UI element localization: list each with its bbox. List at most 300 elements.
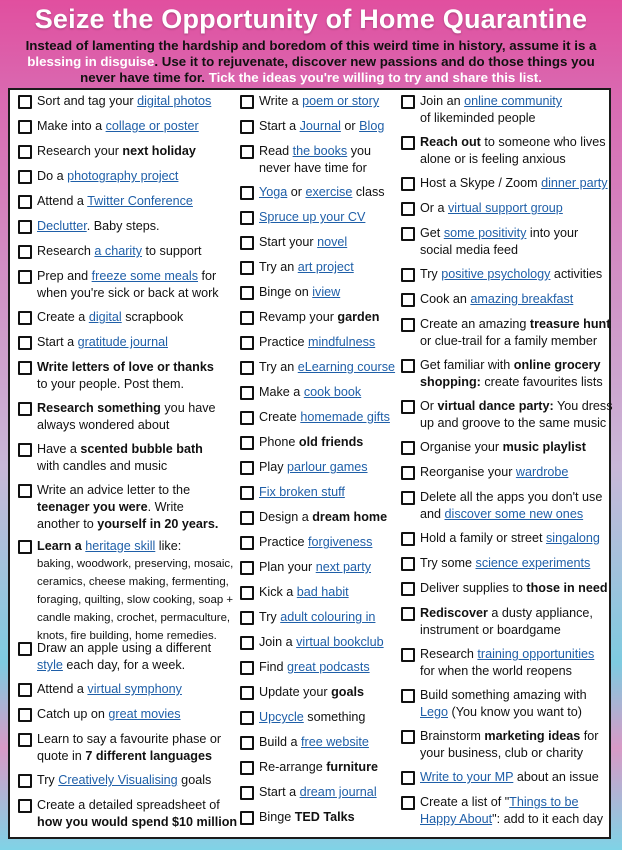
idea-text [37, 243, 202, 260]
idea-link[interactable]: science experiments [475, 556, 591, 570]
idea-link[interactable]: collage or poster [105, 119, 199, 133]
idea-line [259, 709, 365, 726]
idea-link[interactable]: Fix broken stuff [259, 485, 345, 499]
idea-link[interactable]: forgiveness [308, 535, 373, 549]
idea-line [259, 684, 364, 701]
checkbox[interactable] [18, 642, 32, 656]
checkbox[interactable] [240, 120, 254, 134]
checkbox[interactable] [401, 202, 415, 216]
checkbox[interactable] [18, 683, 32, 697]
idea-item [18, 400, 216, 434]
checkbox[interactable] [18, 361, 32, 375]
idea-link[interactable]: Twitter Conference [87, 194, 193, 208]
idea-text [37, 772, 211, 789]
idea-text-segment: Research something [37, 401, 161, 415]
idea-link[interactable]: wardrobe [515, 465, 569, 479]
idea-text-segment: each day, for a week. [62, 658, 186, 672]
checkbox[interactable] [18, 336, 32, 350]
idea-line [259, 609, 375, 626]
checkbox[interactable] [240, 211, 254, 225]
idea-item [401, 646, 594, 680]
idea-text-segment: ceramics, cheese making, fermenting, [37, 576, 229, 588]
idea-text-segment: with candles and music [37, 459, 168, 473]
idea-line [420, 464, 568, 481]
idea-link[interactable]: Declutter [37, 219, 87, 233]
idea-line [37, 118, 199, 135]
idea-text-segment: Practice [259, 535, 308, 549]
checkbox[interactable] [18, 270, 32, 284]
idea-line [37, 681, 182, 698]
checkbox[interactable] [18, 145, 32, 159]
checkbox[interactable] [401, 136, 415, 150]
checkbox[interactable] [240, 361, 254, 375]
idea-text [37, 681, 182, 698]
checkbox[interactable] [240, 236, 254, 250]
idea-link[interactable]: Yoga [259, 185, 288, 199]
checkbox[interactable] [240, 661, 254, 675]
idea-line [37, 499, 218, 516]
checkbox[interactable] [240, 786, 254, 800]
checkbox[interactable] [18, 195, 32, 209]
checkbox[interactable] [240, 461, 254, 475]
checkbox[interactable] [401, 318, 415, 332]
idea-line [259, 484, 345, 501]
idea-text-segment: Try an [259, 360, 298, 374]
checkbox[interactable] [18, 708, 32, 722]
idea-link[interactable]: Creatively Visualising [58, 773, 178, 787]
idea-line [259, 184, 385, 201]
idea-text [259, 209, 365, 226]
idea-link[interactable]: exercise [305, 185, 353, 199]
idea-text-segment: Phone [259, 435, 299, 449]
idea-text [420, 530, 600, 547]
idea-text-segment: Create a [37, 310, 89, 324]
idea-text [37, 731, 221, 765]
idea-link[interactable]: iview [312, 285, 341, 299]
idea-link[interactable]: Blog [359, 119, 385, 133]
idea-text-segment: Research [37, 244, 95, 258]
idea-item [240, 309, 379, 326]
idea-text [420, 439, 586, 456]
idea-line [420, 151, 606, 168]
idea-text [37, 538, 233, 645]
idea-text [420, 291, 573, 308]
idea-text-segment: . Write [147, 500, 184, 514]
idea-line [37, 218, 160, 235]
idea-text-segment: Attend a [37, 194, 88, 208]
idea-link[interactable]: Journal [299, 119, 341, 133]
idea-line [259, 434, 363, 451]
idea-item [401, 266, 602, 283]
idea-link[interactable]: heritage skill [85, 539, 156, 553]
idea-link[interactable]: great podcasts [287, 660, 370, 674]
idea-text [420, 794, 603, 828]
idea-item [401, 464, 568, 481]
idea-text-segment: Deliver supplies to [420, 581, 527, 595]
checkbox[interactable] [401, 689, 415, 703]
checkbox[interactable] [18, 799, 32, 813]
idea-item [240, 484, 345, 501]
idea-text-segment: candle making, crochet, permaculture, [37, 612, 231, 624]
idea-line [37, 168, 178, 185]
idea-item [18, 640, 211, 674]
idea-link[interactable]: style [37, 658, 63, 672]
idea-text [37, 168, 178, 185]
idea-link[interactable]: singalong [545, 531, 600, 545]
checkbox[interactable] [240, 386, 254, 400]
idea-line [420, 242, 578, 259]
idea-text-segment: goals [331, 685, 365, 699]
idea-text-segment: next holiday [122, 144, 196, 158]
idea-line [259, 259, 354, 276]
idea-text-segment: how you would spend $10 million [37, 815, 238, 829]
checkbox[interactable] [240, 436, 254, 450]
idea-item [18, 243, 202, 260]
checkbox[interactable] [401, 466, 415, 480]
idea-item [401, 580, 608, 597]
idea-text-segment: music playlist [502, 440, 586, 454]
idea-text-segment: scrapbook [121, 310, 184, 324]
checkbox[interactable] [18, 443, 32, 457]
idea-item [401, 357, 603, 391]
idea-text [37, 400, 216, 434]
idea-text [37, 640, 211, 674]
idea-link[interactable]: Things to be [509, 795, 579, 809]
idea-link[interactable]: homemade gifts [300, 410, 390, 424]
idea-item [240, 659, 370, 676]
idea-text [259, 93, 379, 110]
idea-link[interactable]: dream journal [299, 785, 377, 799]
idea-text [259, 459, 368, 476]
idea-link[interactable]: art project [297, 260, 354, 274]
idea-link[interactable]: Upcycle [259, 710, 304, 724]
checkbox[interactable] [240, 611, 254, 625]
idea-text-segment: never have time for [259, 161, 367, 175]
idea-line [420, 745, 599, 762]
checkbox[interactable] [18, 774, 32, 788]
idea-link[interactable]: training opportunities [477, 647, 595, 661]
idea-line [37, 555, 233, 573]
checkbox[interactable] [240, 311, 254, 325]
idea-text-segment: Re-arrange [259, 760, 327, 774]
idea-text-segment: yourself in 20 years. [97, 517, 219, 531]
idea-link[interactable]: poem or story [302, 94, 380, 108]
idea-link[interactable]: discover some new ones [444, 507, 584, 521]
checkbox[interactable] [401, 771, 415, 785]
idea-line [420, 439, 586, 456]
idea-item [18, 706, 181, 723]
idea-text [259, 534, 372, 551]
idea-line [259, 559, 371, 576]
idea-text-segment: shopping: [420, 375, 481, 389]
idea-line [420, 489, 602, 506]
idea-text-segment: virtual dance party: [437, 399, 554, 413]
idea-text-segment: Create [259, 410, 301, 424]
checkbox[interactable] [401, 293, 415, 307]
idea-link[interactable]: digital [88, 310, 122, 324]
idea-line [37, 706, 181, 723]
checkbox[interactable] [240, 145, 254, 159]
idea-item [240, 118, 384, 135]
idea-text [259, 584, 349, 601]
idea-line [259, 143, 371, 160]
idea-text [420, 769, 599, 786]
idea-text-segment: Reorganise your [420, 465, 516, 479]
idea-line [420, 704, 587, 721]
idea-link[interactable]: next party [315, 560, 372, 574]
checkbox[interactable] [18, 540, 32, 554]
idea-link[interactable]: online community [464, 94, 563, 108]
idea-link[interactable]: great movies [108, 707, 181, 721]
idea-text [37, 143, 196, 160]
idea-item [240, 384, 361, 401]
idea-line [420, 794, 603, 811]
idea-item [401, 794, 603, 828]
idea-item [401, 687, 587, 721]
idea-text-segment: Design a [259, 510, 313, 524]
checkbox[interactable] [240, 536, 254, 550]
idea-line [259, 659, 370, 676]
idea-item [240, 184, 385, 201]
idea-line [259, 759, 378, 776]
idea-text-segment: alone or is feeling anxious [420, 152, 566, 166]
idea-link[interactable]: digital photos [137, 94, 212, 108]
idea-text-segment: knots, fire building, home remedies. [37, 630, 217, 642]
idea-text-segment: Try some [420, 556, 476, 570]
idea-item [240, 284, 340, 301]
idea-line [37, 797, 237, 814]
idea-line [259, 234, 347, 251]
idea-link[interactable]: parlour games [287, 460, 368, 474]
checkbox[interactable] [240, 336, 254, 350]
idea-link[interactable]: gratitude journal [77, 335, 168, 349]
idea-text-segment: Hold a family or street [420, 531, 546, 545]
idea-link[interactable]: virtual support group [448, 201, 563, 215]
checkbox[interactable] [240, 811, 254, 825]
checkbox[interactable] [240, 561, 254, 575]
checkbox[interactable] [18, 245, 32, 259]
idea-line [37, 243, 202, 260]
idea-text [420, 555, 590, 572]
idea-link[interactable]: virtual symphony [87, 682, 182, 696]
idea-item [18, 93, 211, 110]
idea-text [420, 200, 563, 217]
idea-text-segment: activities [550, 267, 603, 281]
idea-item [240, 234, 347, 251]
idea-line [37, 334, 168, 351]
checkbox[interactable] [240, 286, 254, 300]
idea-text-segment: Build a [259, 735, 302, 749]
idea-text-segment: Prep and [37, 269, 92, 283]
idea-text-segment: treasure hunt [529, 317, 611, 331]
idea-item [240, 434, 363, 451]
idea-link[interactable]: photography project [67, 169, 179, 183]
idea-item [18, 731, 221, 765]
idea-text [259, 559, 371, 576]
idea-line [420, 93, 562, 110]
idea-line [259, 784, 377, 801]
idea-line [37, 482, 218, 499]
idea-text-segment: your business, club or charity [420, 746, 584, 760]
checkbox[interactable] [240, 261, 254, 275]
checkbox[interactable] [18, 484, 32, 498]
checkbox[interactable] [18, 402, 32, 416]
idea-item [240, 809, 355, 826]
idea-text [259, 684, 364, 701]
idea-text [37, 797, 237, 831]
idea-text [259, 734, 369, 751]
idea-link[interactable]: dinner party [541, 176, 608, 190]
checkbox[interactable] [401, 177, 415, 191]
checkbox[interactable] [401, 227, 415, 241]
checkbox[interactable] [240, 636, 254, 650]
idea-link[interactable]: adult colouring in [280, 610, 376, 624]
idea-text [259, 484, 345, 501]
idea-link[interactable]: a charity [94, 244, 143, 258]
idea-text-segment: Binge on [259, 285, 313, 299]
idea-text-segment: Binge [259, 810, 295, 824]
idea-text [37, 334, 168, 351]
idea-link[interactable]: Lego [420, 705, 449, 719]
idea-text-segment: another to [37, 517, 98, 531]
checkbox[interactable] [401, 557, 415, 571]
idea-item [401, 398, 613, 432]
idea-item [401, 200, 563, 217]
checkbox[interactable] [240, 486, 254, 500]
idea-line [37, 731, 221, 748]
idea-text-segment: Organise your [420, 440, 503, 454]
idea-line [37, 193, 193, 210]
idea-item [401, 530, 600, 547]
checkbox[interactable] [401, 796, 415, 810]
idea-item [401, 316, 610, 350]
idea-text [259, 759, 378, 776]
idea-text-segment: about an issue [513, 770, 599, 784]
idea-text-segment: create favourites lists [480, 375, 603, 389]
idea-text-segment: Research your [37, 144, 123, 158]
idea-text [37, 309, 183, 326]
idea-link[interactable]: bad habit [296, 585, 349, 599]
idea-item [18, 772, 211, 789]
checkbox[interactable] [18, 311, 32, 325]
idea-text-segment: Try [259, 610, 281, 624]
checkbox[interactable] [240, 586, 254, 600]
idea-link[interactable]: eLearning course [297, 360, 396, 374]
idea-item [18, 218, 160, 235]
idea-text-segment: social media feed [420, 243, 519, 257]
idea-link[interactable]: free website [301, 735, 369, 749]
idea-item [240, 609, 375, 626]
idea-line [37, 268, 219, 285]
checkbox[interactable] [240, 761, 254, 775]
idea-text-segment: baking, woodwork, preserving, mosaic, [37, 558, 234, 570]
idea-item [240, 784, 377, 801]
idea-item [18, 797, 237, 831]
idea-text-segment: dream home [312, 510, 388, 524]
checkbox[interactable] [240, 411, 254, 425]
idea-text-segment: Learn to say a favourite phase or [37, 732, 222, 746]
idea-line [420, 175, 608, 192]
idea-line [37, 376, 214, 393]
idea-item [18, 168, 178, 185]
idea-link[interactable]: virtual bookclub [296, 635, 384, 649]
checkbox[interactable] [18, 220, 32, 234]
idea-text-segment: marketing ideas [484, 729, 581, 743]
checkbox[interactable] [401, 268, 415, 282]
checkbox[interactable] [401, 607, 415, 621]
checkbox[interactable] [240, 711, 254, 725]
idea-line [420, 687, 587, 704]
idea-link[interactable]: cook book [303, 385, 362, 399]
idea-line [37, 591, 233, 609]
idea-link[interactable]: mindfulness [308, 335, 376, 349]
checkbox[interactable] [401, 730, 415, 744]
idea-link[interactable]: Happy About [420, 812, 493, 826]
idea-text [259, 434, 363, 451]
checkbox[interactable] [401, 359, 415, 373]
idea-text-segment: to support [142, 244, 202, 258]
idea-line [259, 634, 384, 651]
idea-text-segment: Have a [37, 442, 81, 456]
idea-line [420, 555, 590, 572]
idea-link[interactable]: amazing breakfast [470, 292, 574, 306]
checkbox[interactable] [240, 686, 254, 700]
idea-line [37, 93, 211, 110]
checkbox[interactable] [18, 733, 32, 747]
idea-text [37, 193, 193, 210]
intro-highlight-2: Tick the ideas you're willing to try and share this list. [208, 70, 542, 85]
idea-text-segment: those in need [526, 581, 608, 595]
idea-link[interactable]: the books [292, 144, 348, 158]
idea-line [259, 93, 379, 110]
checkbox[interactable] [401, 441, 415, 455]
checkbox[interactable] [18, 120, 32, 134]
idea-link[interactable]: novel [317, 235, 348, 249]
idea-text-segment: Build something amazing with [420, 688, 587, 702]
idea-text-segment: like: [155, 539, 182, 553]
idea-item [401, 291, 573, 308]
checkbox[interactable] [18, 170, 32, 184]
idea-text-segment: or clue-trail for a family member [420, 334, 598, 348]
checkbox[interactable] [401, 648, 415, 662]
checkbox[interactable] [240, 186, 254, 200]
idea-link[interactable]: Spruce up your CV [259, 210, 366, 224]
idea-text-segment: garden [337, 310, 380, 324]
checkbox[interactable] [401, 582, 415, 596]
checkbox[interactable] [401, 491, 415, 505]
idea-link[interactable]: freeze some meals [91, 269, 199, 283]
idea-text-segment: for [198, 269, 217, 283]
checkbox[interactable] [401, 400, 415, 414]
checkbox[interactable] [401, 95, 415, 109]
idea-text-segment: you [347, 144, 372, 158]
idea-text-segment: Try [420, 267, 442, 281]
idea-line [420, 291, 573, 308]
checkbox[interactable] [240, 95, 254, 109]
intro-text [8, 38, 614, 86]
idea-link[interactable]: some positivity [443, 226, 527, 240]
idea-text-segment: quote in [37, 749, 86, 763]
idea-link[interactable]: positive psychology [441, 267, 551, 281]
idea-text-segment: Delete all the apps you don't use [420, 490, 603, 504]
checkbox[interactable] [240, 736, 254, 750]
checkbox[interactable] [18, 95, 32, 109]
checkbox[interactable] [240, 511, 254, 525]
idea-text [259, 709, 365, 726]
idea-link[interactable]: Write to your MP [420, 770, 514, 784]
idea-line [37, 400, 216, 417]
checkbox[interactable] [401, 532, 415, 546]
